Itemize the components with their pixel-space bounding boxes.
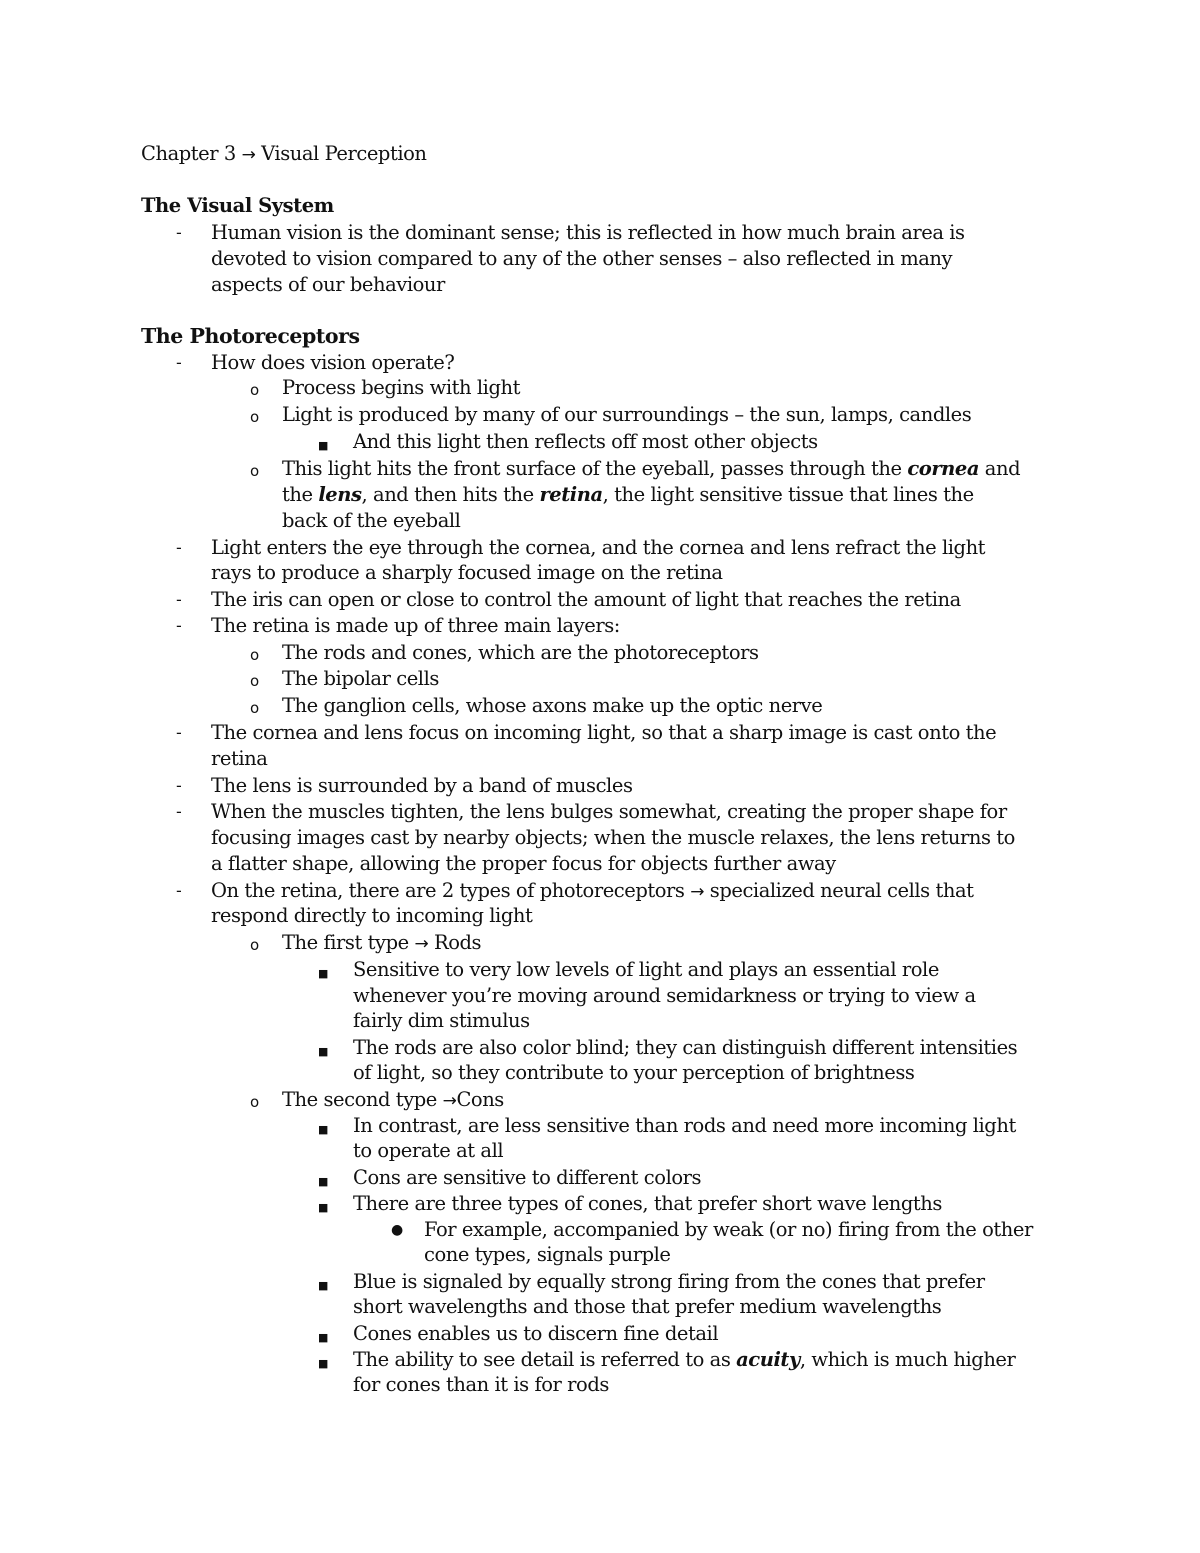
dash-bullet-icon: -	[176, 223, 182, 242]
list-item-line: The cornea and lens focus on incoming light, so that a sharp image is cast onto the	[211, 721, 997, 744]
list-item-line: The bipolar cells	[282, 667, 439, 690]
list-item-line: Sensitive to very low levels of light and plays an essential role	[353, 958, 939, 981]
dash-bullet-icon: -	[176, 776, 182, 795]
text-run: Rods	[428, 931, 482, 954]
square-bullet-icon: ■	[318, 967, 329, 980]
circle-bullet-icon: o	[250, 1093, 260, 1111]
term-retina: retina	[539, 483, 603, 506]
list-item-line: Process begins with light	[282, 376, 520, 399]
circle-bullet-icon: o	[250, 699, 260, 717]
text-run: On the retina, there are 2 types of photoreceptors	[211, 879, 691, 902]
list-item-line: back of the eyeball	[282, 509, 461, 532]
list-item-line: to operate at all	[353, 1139, 504, 1162]
text-run: The first type	[282, 931, 415, 954]
list-item-line: focusing images cast by nearby objects; when the muscle relaxes, the lens returns to	[211, 826, 1015, 849]
dash-bullet-icon: -	[176, 353, 182, 372]
list-item-line: whenever you’re moving around semidarkness or trying to view a	[353, 984, 976, 1007]
list-item-line: Cons are sensitive to different colors	[353, 1166, 702, 1189]
list-item-line: The lens is surrounded by a band of muscles	[211, 774, 633, 797]
list-item-line	[211, 879, 974, 904]
list-item-line: The rods are also color blind; they can distinguish different intensities	[353, 1036, 1018, 1059]
text-run: the	[282, 483, 319, 506]
right-arrow-icon: →	[442, 1091, 457, 1111]
list-item-line: fairly dim stimulus	[353, 1009, 530, 1032]
list-item-line: rays to produce a sharply focused image on the retina	[211, 561, 723, 584]
square-bullet-icon: ■	[318, 1123, 329, 1136]
circle-bullet-icon: o	[250, 936, 260, 954]
square-bullet-icon: ■	[318, 1045, 329, 1058]
square-bullet-icon: ■	[318, 1279, 329, 1292]
text-run: , which is much higher	[799, 1348, 1016, 1371]
term-acuity: acuity	[736, 1348, 800, 1371]
dash-bullet-icon: -	[176, 590, 182, 609]
text-run: , and then hits the	[361, 483, 540, 506]
section-heading-photoreceptors: The Photoreceptors	[141, 324, 360, 348]
list-item-line	[282, 483, 974, 507]
list-item-line	[353, 1348, 1015, 1372]
dash-bullet-icon: -	[176, 616, 182, 635]
right-arrow-icon: →	[241, 145, 256, 165]
term-lens: lens	[318, 483, 362, 506]
list-item-line: aspects of our behaviour	[211, 273, 445, 296]
list-item-line: respond directly to incoming light	[211, 904, 533, 927]
list-item-line: a flatter shape, allowing the proper focus for objects further away	[211, 852, 836, 875]
section-heading-visual-system: The Visual System	[141, 194, 334, 217]
list-item-line: devoted to vision compared to any of the other senses – also reflected in many	[211, 247, 953, 270]
list-item-line: The iris can open or close to control the amount of light that reaches the retina	[211, 588, 961, 611]
text-run: The second type	[282, 1088, 443, 1111]
square-bullet-icon: ■	[318, 1175, 329, 1188]
list-item-line: The retina is made up of three main layers:	[211, 614, 620, 637]
list-item-line: There are three types of cones, that prefer short wave lengths	[353, 1192, 942, 1215]
list-item-line: retina	[211, 747, 268, 770]
list-item-line: of light, so they contribute to your perception of brightness	[353, 1061, 915, 1084]
list-item-line: Human vision is the dominant sense; this is reflected in how much brain area is	[211, 221, 965, 244]
subheading-cones	[282, 1088, 504, 1113]
square-bullet-icon: ■	[318, 1357, 329, 1370]
term-cornea: cornea	[907, 457, 980, 480]
right-arrow-icon: →	[414, 934, 429, 954]
right-arrow-icon: →	[690, 882, 705, 902]
list-item-line: The rods and cones, which are the photoreceptors	[282, 641, 759, 664]
text-run: , the light sensitive tissue that lines the	[602, 483, 974, 506]
text-run: This light hits the front surface of the eyeball, passes through the	[282, 457, 908, 480]
list-item-line: How does vision operate?	[211, 351, 455, 374]
list-item-line: The ganglion cells, whose axons make up the optic nerve	[282, 694, 823, 717]
square-bullet-icon: ■	[318, 439, 329, 452]
list-item-line: And this light then reflects off most other objects	[353, 430, 818, 453]
list-item-line: Blue is signaled by equally strong firing from the cones that prefer	[353, 1270, 985, 1293]
text-run: and	[979, 457, 1021, 480]
dash-bullet-icon: -	[176, 723, 182, 742]
list-item-line: short wavelengths and those that prefer medium wavelengths	[353, 1295, 942, 1318]
chapter-number: Chapter 3	[141, 142, 236, 165]
circle-bullet-icon: o	[250, 672, 260, 690]
chapter-title	[141, 142, 427, 167]
text-run: Cons	[456, 1088, 504, 1111]
list-item-line: for cones than it is for rods	[353, 1373, 609, 1396]
dash-bullet-icon: -	[176, 538, 182, 557]
square-bullet-icon: ■	[318, 1331, 329, 1344]
list-item-line: Cones enables us to discern fine detail	[353, 1322, 719, 1345]
list-item-line	[282, 457, 1020, 481]
text-run: The ability to see detail is referred to as	[353, 1348, 737, 1371]
circle-bullet-icon: o	[250, 646, 260, 664]
list-item-line: Light is produced by many of our surroundings – the sun, lamps, candles	[282, 403, 972, 426]
list-item-line: In contrast, are less sensitive than rods and need more incoming light	[353, 1114, 1016, 1137]
list-item-line: For example, accompanied by weak (or no) firing from the other	[424, 1218, 1033, 1241]
circle-bullet-icon: o	[250, 462, 260, 480]
list-item-line: Light enters the eye through the cornea, and the cornea and lens refract the light	[211, 536, 986, 559]
list-item-line: When the muscles tighten, the lens bulges somewhat, creating the proper shape for	[211, 800, 1007, 823]
square-bullet-icon: ■	[318, 1201, 329, 1214]
list-item-line: cone types, signals purple	[424, 1243, 671, 1266]
chapter-topic: Visual Perception	[261, 142, 427, 165]
circle-bullet-icon: o	[250, 381, 260, 399]
dash-bullet-icon: -	[176, 881, 182, 900]
dot-bullet-icon: ●	[391, 1222, 404, 1238]
circle-bullet-icon: o	[250, 408, 260, 426]
subheading-rods	[282, 931, 481, 956]
text-run: specialized neural cells that	[704, 879, 974, 902]
dash-bullet-icon: -	[176, 802, 182, 821]
